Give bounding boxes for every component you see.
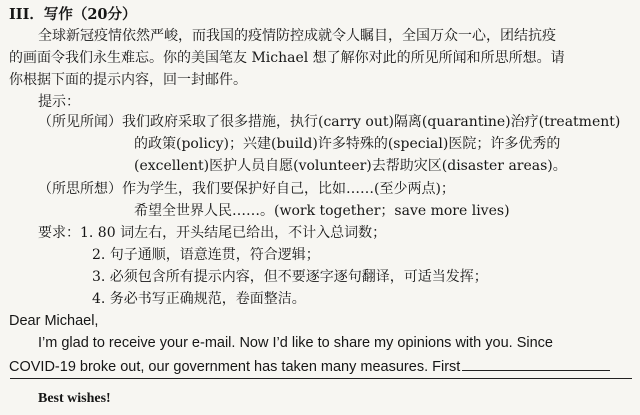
hint-seen-line: 的政策(policy)；兴建(build)许多特殊的(special)医院；许多优秀的 bbox=[134, 136, 561, 152]
letter-body-line-2 bbox=[9, 356, 610, 376]
answer-blank[interactable] bbox=[462, 356, 610, 371]
requirement-line: 2. 句子通顺，语意连贯，符合逻辑； bbox=[92, 247, 320, 263]
requirement-line: 4. 务必书写正确规范，卷面整洁。 bbox=[92, 291, 306, 307]
letter-greeting: Dear Michael, bbox=[9, 313, 99, 329]
requirement-line: 要求：1. 80 词左右，开头结尾已给出，不计入总词数； bbox=[38, 225, 387, 241]
prompt-line: 的画面令我们永生难忘。你的美国笔友 Michael 想了解你对此的所见所闻和所思所想。请 bbox=[9, 50, 565, 66]
hint-thoughts-line: 希望全世界人民……。(work together；save more lives) bbox=[134, 203, 510, 219]
hint-seen-line: （所见所闻）我们政府采取了很多措施，执行(carry out)隔离(quarantine)治疗(treatment) bbox=[38, 114, 621, 130]
prompt-line: 你根据下面的提示内容，回一封邮件。 bbox=[9, 72, 247, 88]
requirement-line: 3. 必须包含所有提示内容，但不要逐字逐句翻译，可适当发挥； bbox=[92, 269, 488, 285]
writing-line[interactable] bbox=[10, 378, 632, 379]
hint-thoughts-line: （所思所想）作为学生，我们要保护好自己，比如……(至少两点)； bbox=[38, 181, 455, 197]
prompt-line: 全球新冠疫情依然严峻，而我国的疫情防控成就令人瞩目，全国万众一心，团结抗疫 bbox=[38, 28, 556, 44]
letter-body-text: COVID-19 broke out, our government has taken many measures. First bbox=[9, 359, 461, 375]
letter-closing: Best wishes! bbox=[38, 391, 111, 406]
letter-body-line: I’m glad to receive your e-mail. Now I’d like to share my opinions with you. Since bbox=[38, 335, 553, 351]
hint-seen-line: (excellent)医护人员自愿(volunteer)去帮助灾区(disaster areas)。 bbox=[134, 158, 567, 174]
hints-label: 提示： bbox=[38, 94, 80, 110]
section-title: III．写作（20分） bbox=[9, 6, 137, 23]
